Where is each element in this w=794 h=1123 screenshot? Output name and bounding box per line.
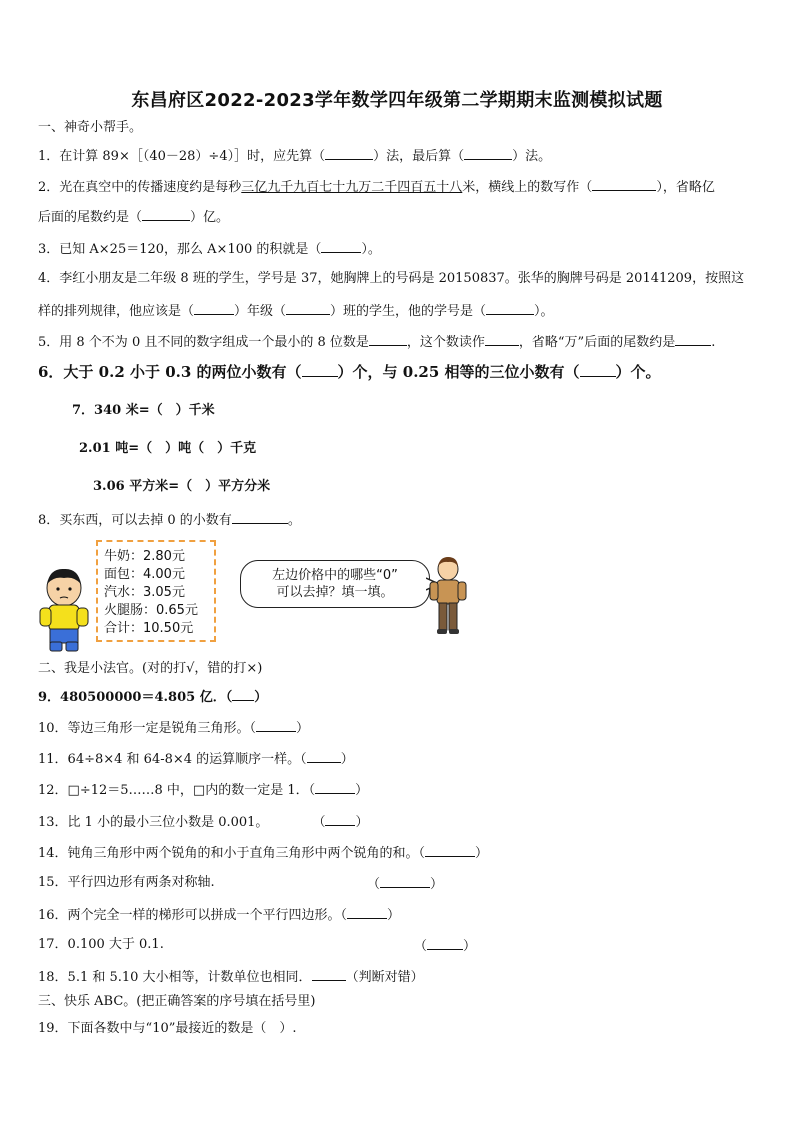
answer-blank[interactable] <box>325 147 373 160</box>
q3-text-a: 3．已知 A×25＝120，那么 A×100 的积就是（ <box>38 242 322 257</box>
speech-bubble <box>240 560 430 608</box>
answer-blank[interactable] <box>232 688 254 701</box>
q4-text-c: ）班的学生，他的学号是（ <box>330 304 487 319</box>
answer-blank[interactable] <box>194 302 234 315</box>
price-item: 牛奶：2.80元 <box>104 549 185 564</box>
q8-text-a: 8．买东西，可以去掉 0 的小数有 <box>38 513 232 528</box>
q17-answer <box>414 937 476 955</box>
q12-text: 12．□÷12＝5……8 中，□内的数一定是 1．（ <box>38 783 316 798</box>
question-3 <box>38 240 381 258</box>
question-13 <box>38 813 368 831</box>
q1-text-c: ）法。 <box>512 149 552 164</box>
teacher-illustration <box>428 556 468 636</box>
q2-text-c: ），省略亿 <box>656 180 715 195</box>
close-paren: ） <box>355 783 369 798</box>
q5-text-d: . <box>711 335 716 350</box>
open-paren: （ <box>414 939 428 954</box>
q6-text-c: ）个。 <box>615 363 661 381</box>
answer-blank[interactable] <box>325 813 355 826</box>
answer-blank[interactable] <box>256 719 296 732</box>
answer-blank[interactable] <box>427 937 463 950</box>
q16-text: 16．两个完全一样的梯形可以拼成一个平行四边形。（ <box>38 908 348 923</box>
price-item: 火腿肠：0.65元 <box>104 603 198 618</box>
answer-blank[interactable] <box>580 364 616 377</box>
answer-blank[interactable] <box>312 968 346 981</box>
answer-blank[interactable] <box>464 147 512 160</box>
answer-blank[interactable] <box>142 208 190 221</box>
answer-blank[interactable] <box>347 906 387 919</box>
q4-text-b: ）年级（ <box>234 304 287 319</box>
answer-blank[interactable] <box>302 364 338 377</box>
answer-blank[interactable] <box>592 178 656 191</box>
close-paren: ） <box>296 721 310 736</box>
question-1 <box>38 147 551 165</box>
q2-text-b: 米，横线上的数写作（ <box>462 180 593 195</box>
q18-text: 18．5.1 和 5.10 大小相等，计数单位也相同． <box>38 970 312 985</box>
question-16 <box>38 906 400 924</box>
speech-line-2: 可以去掉？填一填。 <box>276 585 394 600</box>
q9-text: 9．480500000＝4.805 亿．（ <box>38 690 233 705</box>
question-9 <box>38 688 267 706</box>
close-paren: ） <box>430 877 444 892</box>
price-item: 面包：4.00元 <box>104 567 185 582</box>
q15-answer <box>367 875 443 893</box>
question-5 <box>38 333 715 351</box>
q14-text: 14．钝角三角形中两个锐角的和小于直角三角形中两个锐角的和。（ <box>38 846 426 861</box>
question-12 <box>38 781 368 799</box>
question-19: 19．下面各数中与“10”最接近的数是（ ）. <box>38 1021 297 1036</box>
question-15 <box>38 875 215 891</box>
answer-blank[interactable] <box>232 511 288 524</box>
section-heading-1: 一、神奇小帮手。 <box>38 120 143 135</box>
close-paren: ） <box>355 815 369 830</box>
q2-text-d: 后面的尾数约是（ <box>38 210 143 225</box>
price-list-box <box>96 540 216 642</box>
q8-text-b: 。 <box>287 513 301 528</box>
q4-text-a: 样的排列规律，他应该是（ <box>38 304 195 319</box>
question-8 <box>38 511 301 529</box>
q6-text-a: 6．大于 0.2 小于 0.3 的两位小数有（ <box>38 363 302 381</box>
section-heading-2: 二、我是小法官。(对的打√，错的打×) <box>38 661 263 676</box>
question-6 <box>38 364 661 380</box>
open-paren: （ <box>367 877 381 892</box>
boy-illustration <box>36 566 92 654</box>
speech-line-1: 左边价格中的哪些“0” <box>272 568 398 583</box>
section-heading-3: 三、快乐 ABC。(把正确答案的序号填在括号里) <box>38 994 316 1009</box>
q2-text-a: 2．光在真空中的传播速度约是每秒 <box>38 180 242 195</box>
question-11 <box>38 750 354 768</box>
price-total: 合计：10.50元 <box>104 621 194 636</box>
answer-blank[interactable] <box>321 240 361 253</box>
close-paren: ） <box>463 939 477 954</box>
question-4-cont <box>38 302 554 320</box>
close-paren: ） <box>340 752 354 767</box>
price-item: 汽水：3.05元 <box>104 585 185 600</box>
q5-text-a: 5．用 8 个不为 0 且不同的数字组成一个最小的 8 位数是 <box>38 335 369 350</box>
question-2 <box>38 178 715 196</box>
q15-text: 15．平行四边形有两条对称轴. <box>38 875 215 890</box>
q1-text-a: 1．在计算 89×［（40－28）÷4）］时，应先算（ <box>38 149 326 164</box>
answer-blank[interactable] <box>369 333 407 346</box>
answer-blank[interactable] <box>286 302 330 315</box>
q17-text: 17．0.100 大于 0.1. <box>38 937 164 952</box>
close-paren: ） <box>475 846 489 861</box>
question-7-line-1: 7．340 米=（ ）千米 <box>72 403 215 418</box>
question-7-line-2: 2.01 吨=（ ）吨（ ）千克 <box>79 441 257 456</box>
question-4: 4．李红小朋友是二年级 8 班的学生，学号是 37，她胸牌上的号码是 20150837。张华的胸牌号码是 20141209，按照这 <box>38 271 745 286</box>
question-17 <box>38 937 164 953</box>
q2-text-e: ）亿。 <box>190 210 230 225</box>
answer-blank[interactable] <box>675 333 711 346</box>
open-paren: （ <box>312 815 326 830</box>
q6-text-b: ）个，与 0.25 相等的三位小数有（ <box>337 363 580 381</box>
question-7-line-3: 3.06 平方米=（ ）平方分米 <box>93 479 271 494</box>
page-title: 东昌府区2022-2023学年数学四年级第二学期期末监测模拟试题 <box>131 90 663 111</box>
question-14 <box>38 844 488 862</box>
q5-text-c: ，省略“万”后面的尾数约是 <box>518 335 676 350</box>
q3-text-b: ）。 <box>361 242 381 257</box>
close-paren: ） <box>387 908 401 923</box>
answer-blank[interactable] <box>425 844 475 857</box>
q9-close: ） <box>254 690 268 705</box>
answer-blank[interactable] <box>307 750 341 763</box>
q13-text: 13．比 1 小的最小三位小数是 0.001。 <box>38 815 269 830</box>
answer-blank[interactable] <box>486 302 534 315</box>
q5-text-b: ，这个数读作 <box>406 335 485 350</box>
q11-text: 11．64÷8×4 和 64-8×4 的运算顺序一样。（ <box>38 752 307 767</box>
question-10 <box>38 719 309 737</box>
q2-underlined-number: 三亿九千九百七十九万二千四百五十八 <box>241 180 463 195</box>
answer-blank[interactable] <box>485 333 519 346</box>
question-2-cont <box>38 208 229 226</box>
answer-blank[interactable] <box>380 875 430 888</box>
q1-text-b: ）法，最后算（ <box>373 149 465 164</box>
q4-text-d: ）。 <box>534 304 554 319</box>
answer-blank[interactable] <box>315 781 355 794</box>
q18-suffix: （判断对错） <box>345 970 424 985</box>
question-18 <box>38 968 424 986</box>
q10-text: 10．等边三角形一定是锐角三角形。（ <box>38 721 257 736</box>
